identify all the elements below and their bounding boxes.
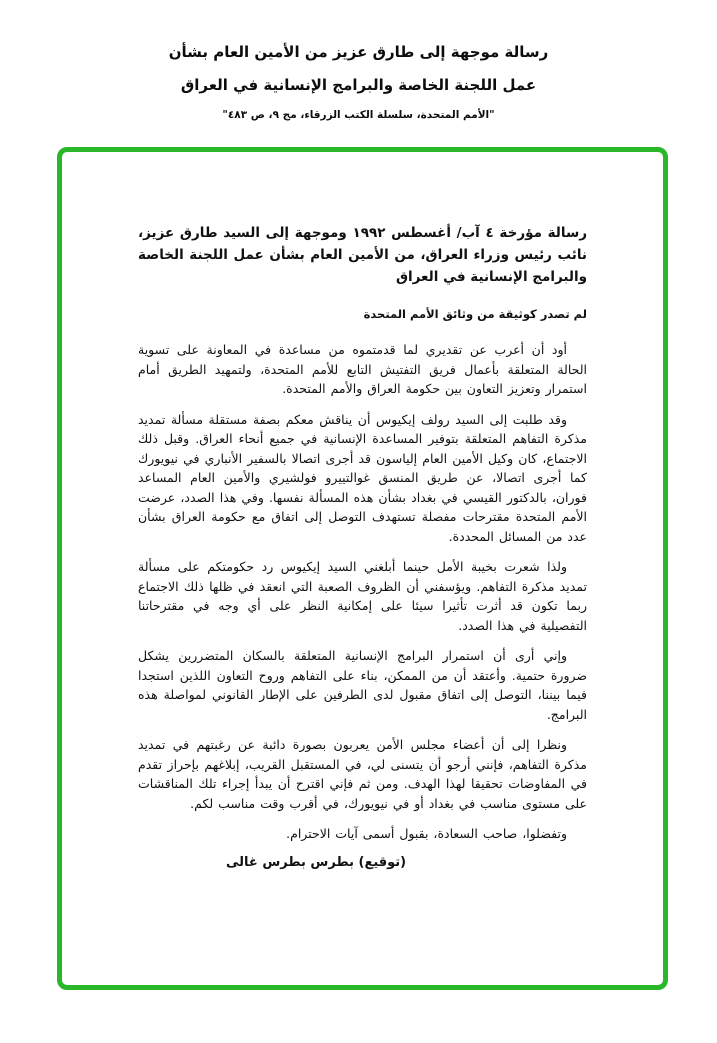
page-header bbox=[0, 44, 717, 121]
header-title-line1: رسالة موجهة إلى طارق عزيز من الأمين العام بشأن bbox=[168, 43, 549, 61]
letter-paragraph-2: وقد طلبت إلى السيد رولف إيكيوس أن يناقش معكم بصفة مستقلة مسألة تمديد مذكرة التفاهم المتعلقة بتوفير المساعدة الإنسانية في جميع أنحاء العراق. وقبل ذلك الاجتماع، كان وكيل الأمين العام إلياسون قد أجرى اتصالا بالسفير الأنباري في نيويورك كما أجرى اتصالا، عن طريق المنسق غوالتييرو فولشيري والأمين العام المساعد فوران، بالدكتور القيسي في بغداد بشأن هذه المسألة نفسها. وفي هذا الصدد، عرضت الأمم المتحدة مقترحات مفصلة تستهدف التوصل إلى اتفاق مع حكومة العراق بشأن عدد من المسائل المحددة. bbox=[138, 411, 587, 544]
header-title-line2: عمل اللجنة الخاصة والبرامج الإنسانية في العراق bbox=[180, 75, 537, 94]
letter-note: لم تصدر كوثيقة من وثائق الأمم المتحدة bbox=[363, 307, 587, 321]
letter-closing: وتفضلوا، صاحب السعادة، بقبول أسمى آيات الاحترام. bbox=[286, 826, 567, 841]
letter-paragraph-1: أود أن أعرب عن تقديري لما قدمتموه من مساعدة في المعاونة على تسوية الحالة المتعلقة بأعمال فريق التفتيش التابع للأمم المتحدة، ولتمهيد الطريق أمام استمرار وتعزيز التعاون بين حكومة العراق والأمم المتحدة. bbox=[138, 342, 587, 396]
highlight-border bbox=[57, 147, 668, 990]
letter-paragraph-5: ونظرا إلى أن أعضاء مجلس الأمن يعربون بصورة دائبة عن رغبتهم في تمديد مذكرة التفاهم، فإنني أرجو أن يتسنى لي، في المستقبل القريب، إبلاغهم بإحراز تقدم في المفاوضات تحقيقا لهذا الهدف. ومن ثم فإني اقترح أن يبدأ إجراء تلك المناقشات على مستوى مناسب في بغداد أو في نيويورك، في أقرب وقت مناسب لكم. bbox=[138, 737, 587, 811]
letter-paragraph-4: وإني أرى أن استمرار البرامج الإنسانية المتعلقة بالسكان المتضررين يشكل ضرورة حتمية. وأعتقد أن من الممكن، بناء على التفاهم وروح التعاون اللذين استجدا فيما بيننا، التوصل إلى اتفاق مقبول لدى الطرفين على الإطار القانوني لمواصلة هذه البرامج. bbox=[138, 648, 587, 722]
header-source-citation: "الأمم المتحدة، سلسلة الكتب الزرقاء، مج ٩، ص ٤٨٣" bbox=[222, 109, 495, 121]
letter-body bbox=[138, 222, 587, 870]
letter-signature: (توقيع) بطرس بطرس غالى bbox=[226, 854, 407, 870]
letter-paragraph-3: ولذا شعرت بخيبة الأمل حينما أبلغني السيد إيكيوس رد حكومتكم على مسألة تمديد مذكرة التفاهم. ويؤسفني أن الظروف الصعبة التي انعقد في ظلها ذلك الاجتماع ربما تكون قد أثرت تأثيرا سيئا على إمكانية النظر على أي وجه في مقترحاتنا التفصيلية في هذا الصدد. bbox=[138, 559, 587, 633]
letter-title: رسالة مؤرخة ٤ آب/ أغسطس ١٩٩٢ وموجهة إلى السيد طارق عزيز، نائب رئيس وزراء العراق، من الأمين العام بشأن عمل اللجنة الخاصة والبرامج الإنسانية في العراق bbox=[138, 225, 587, 285]
